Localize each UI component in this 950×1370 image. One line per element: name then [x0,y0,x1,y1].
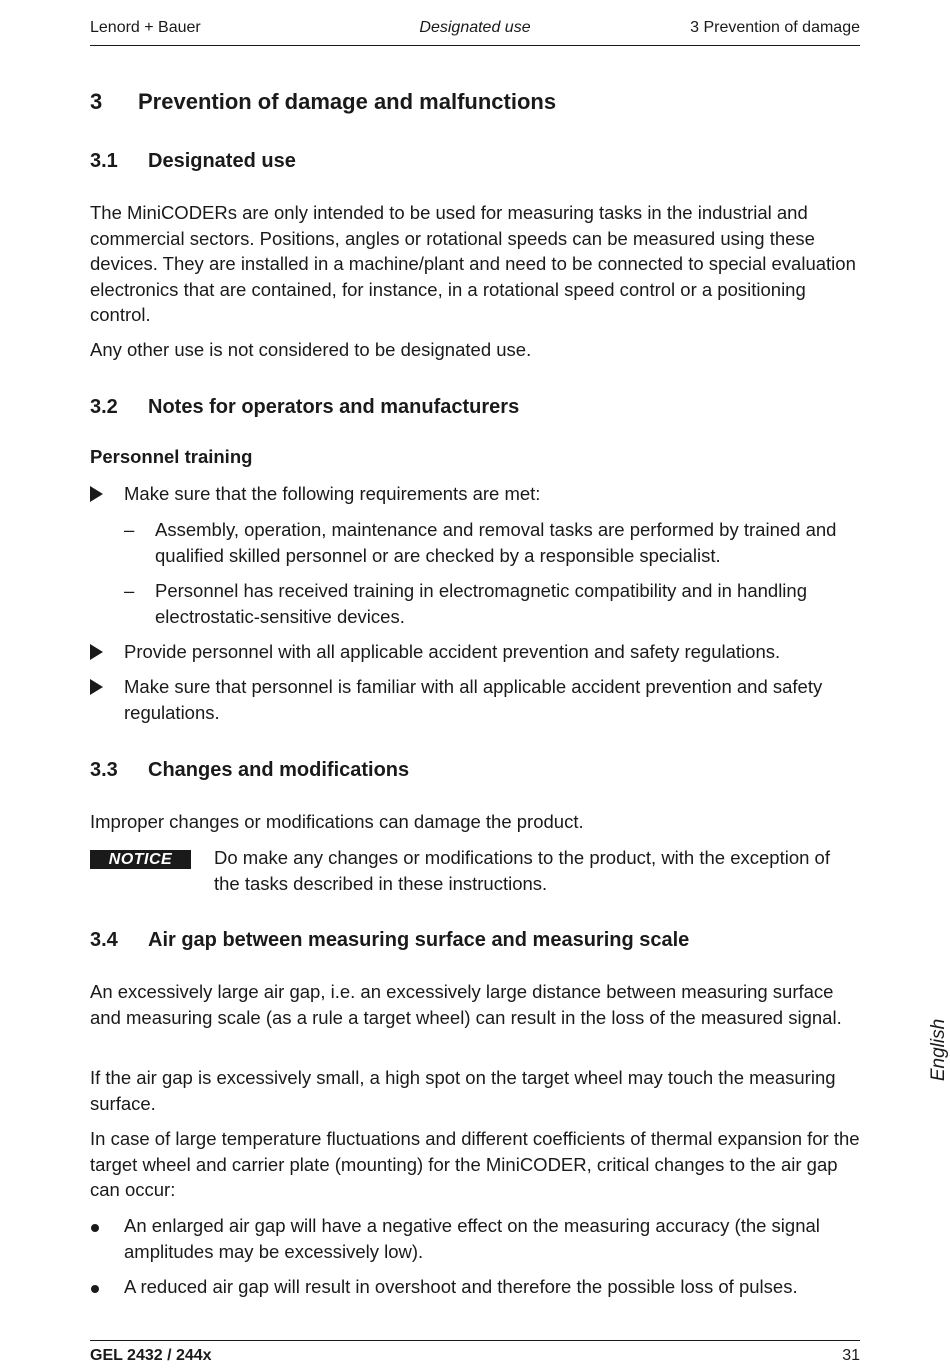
section-number: 3.2 [90,396,118,418]
requirement-item [124,578,860,629]
instruction-text: Provide personnel with all applicable accident prevention and safety regulations. [124,641,781,662]
page-number: 31 [842,1347,860,1364]
section-number: 3.4 [90,929,118,951]
section-heading-3-1 [90,150,296,173]
bullet-text: A reduced air gap will result in overshoot and therefore the possible loss of pulses. [124,1276,798,1297]
dash-marker: – [124,519,135,540]
arrow-icon [90,674,120,702]
section-title: Air gap between measuring surface and measuring scale [148,929,690,951]
instruction-text: Make sure that personnel is familiar with all applicable accident prevention and safety regulations. [124,676,823,723]
instruction-step [90,639,860,665]
instruction-step [90,674,860,725]
section-number: 3.1 [90,150,118,172]
bullet-item [90,1213,860,1264]
paragraph-designated-use: The MiniCODERs are only intended to be used for measuring tasks in the industrial and commercial sectors. Positions, angles or rotational speeds can be measured using these devices. They are installed in a machine/plant and need to be connected to special evaluation electronics that are contained, for instance, in a rotational speed control or a positioning control. [90,202,856,325]
notice-text: Do make any changes or modifications to the product, with the exception of the tasks described in these instructions. [214,847,830,894]
paragraph-other-use: Any other use is not considered to be designated use. [90,339,532,360]
bullet-text: An enlarged air gap will have a negative effect on the measuring accuracy (the signal amplitudes may be excessively low). [124,1215,820,1262]
subheading-personnel-training: Personnel training [90,446,253,467]
header-chapter: 3 Prevention of damage [690,19,860,36]
bullet-item [90,1274,860,1300]
section-heading-3-3 [90,759,409,782]
requirement-text: Personnel has received training in electromagnetic compatibility and in handling electrostatic-sensitive devices. [155,580,807,627]
instruction-text: Make sure that the following requirements are met: [124,483,541,504]
section-title: Changes and modifications [148,759,410,781]
language-label: English [928,1018,949,1082]
header-company: Lenord + Bauer [90,19,201,36]
header-section: Designated use [419,19,531,36]
chapter-heading [90,89,556,115]
dash-marker: – [124,580,135,601]
arrow-icon [90,639,120,667]
chapter-title: Prevention of damage and malfunctions [138,89,557,114]
chapter-number: 3 [90,89,103,114]
running-header [90,17,860,46]
section-number: 3.3 [90,759,118,781]
language-tab [922,1010,950,1090]
section-title: Designated use [148,150,296,172]
bullet-icon [90,1274,120,1300]
running-footer [90,1340,860,1365]
paragraph-changes: Improper changes or modifications can damage the product. [90,811,584,832]
requirement-text: Assembly, operation, maintenance and removal tasks are performed by trained and qualified skilled personnel or are checked by a responsible specialist. [155,519,837,566]
requirement-item [124,517,860,568]
document-id: GEL 2432 / 244x [90,1347,212,1364]
paragraph-temperature: In case of large temperature fluctuations and different coefficients of thermal expansion for the target wheel and carrier plate (mounting) for the MiniCODER, critical changes to the air gap can occur: [90,1128,860,1200]
paragraph-large-gap: An excessively large air gap, i.e. an excessively large distance between measuring surface and measuring scale (as a rule a target wheel) can result in the loss of the measured signal. [90,981,842,1028]
section-title: Notes for operators and manufacturers [148,396,520,418]
paragraph-small-gap: If the air gap is excessively small, a high spot on the target wheel may touch the measuring surface. [90,1067,836,1114]
notice-badge: NOTICE [90,850,191,869]
section-heading-3-2 [90,396,519,419]
instruction-step [90,481,860,507]
section-heading-3-4 [90,929,689,952]
bullet-icon [90,1213,120,1239]
arrow-icon [90,481,120,509]
